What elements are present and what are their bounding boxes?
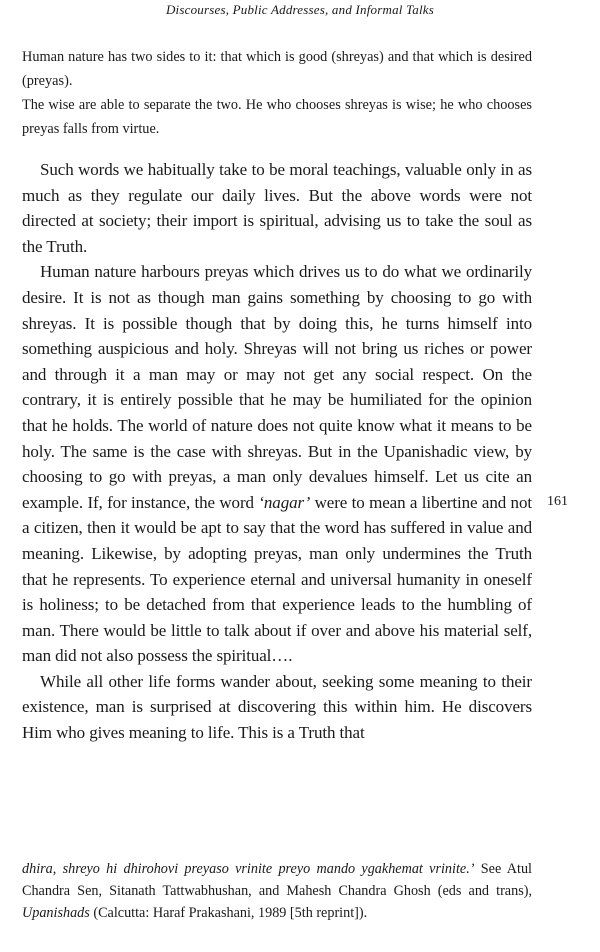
footnote-ref-title: Upanishads (22, 905, 90, 921)
epigraph-quote (22, 45, 532, 141)
footnote-ref-b: (Calcutta: Haraf Prakashani, 1989 [5th reprint]). (89, 905, 368, 921)
footnote (22, 858, 532, 924)
footnote-ref-a: See Atul Chandra Sen, Sitanath Tattwabhushan, and Mahesh Chandra Ghosh (eds and trans), (22, 861, 532, 899)
paragraph-1: Such words we habitually take to be moral teachings, valuable only in as much as they regulate our daily lives. But the above words were not directed at society; their import is spiritual, advising us to take the soul as the Truth. (22, 160, 532, 256)
running-head: Discourses, Public Addresses, and Informal Talks (165, 2, 435, 17)
main-text (22, 157, 532, 746)
footnote-sanskrit: dhira, shreyo hi dhirohovi preyaso vrinite preyo mando ygakhemat vrinite.’ (22, 861, 475, 877)
paragraph-3: While all other life forms wander about, seeking some meaning to their existence, man is surprised at discovering this within him. He discovers Him who gives meaning to life. This is a Truth that (22, 671, 532, 743)
term-nagar: ‘nagar’ (258, 492, 311, 512)
paragraph-2 (22, 259, 532, 669)
paragraph-2-part-a: Human nature harbours preyas which drives us to do what we ordinarily desire. It is not as though man gains something by choosing to go with shreyas. It is possible though that by doing this, he turns himself into something auspicious and holy. Shreyas will not bring us riches or power and through it a man may or may not get any social respect. On the contrary, it is entirely possible that he may be humiliated for the opinion that he holds. The world of nature does not quite know what it means to be holy. The same is the case with shreyas. But in the Upanishadic view, by choosing to go with preyas, a man only devalues himself. Let us cite an example. If, for instance, the word (22, 262, 532, 512)
quote-line-2: The wise are able to separate the two. He who chooses shreyas is wise; he who chooses preyas falls from virtue. (22, 97, 532, 137)
paragraph-2-part-b: were to mean a libertine and not a citizen, then it would be apt to say that the word has suffered in value and meaning. Likewise, by adopting preyas, man only undermines the Truth that he represents. To experience eternal and universal humanity in oneself is holiness; to be detached from that experience leads to the humbling of man. There would be little to talk about if over and above his material self, man did not also possess the spiritual…. (22, 492, 532, 666)
quote-line-1: Human nature has two sides to it: that which is good (shreyas) and that which is desired (preyas). (22, 49, 532, 89)
footnote-text (22, 858, 532, 924)
page-number: 161 (547, 494, 568, 509)
